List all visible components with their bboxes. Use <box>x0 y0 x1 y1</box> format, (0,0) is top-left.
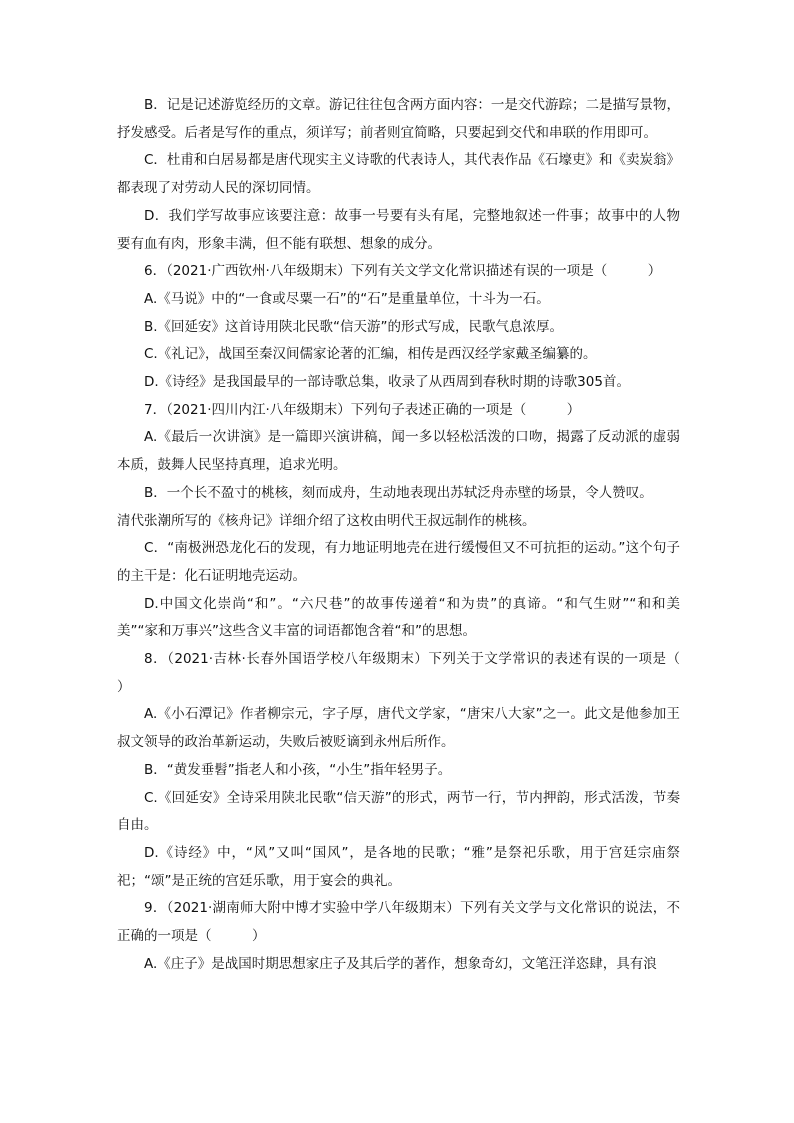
question-6-option-b: B.《回延安》这首诗用陕北民歌“信天游”的形式写成，民歌气息浓厚。 <box>144 318 564 335</box>
question-9-stem: 9．（2021·湖南师大附中博才实验中学八年级期末）下列有关文学与文化常识的说法，不正确的一项是（ ） <box>117 900 680 945</box>
question-8-option-b: B．“黄发垂髫”指老人和小孩，“小生”指年轻男子。 <box>144 761 452 778</box>
question-6-option-c: C.《礼记》，战国至秦汉间儒家论著的汇编，相传是西汉经学家戴圣编纂的。 <box>144 346 597 363</box>
paragraph-5c: C．杜甫和白居易都是唐代现实主义诗歌的代表诗人，其代表作品《石壕吏》和《卖炭翁》都表现了对劳动人民的深切同情。 <box>117 152 680 197</box>
paragraph-5d: D．我们学写故事应该要注意：故事一号要有头有尾，完整地叙述一件事；故事中的人物要有血有肉，形象丰满，但不能有联想、想象的成分。 <box>117 207 680 252</box>
paragraph-5b: B．记是记述游览经历的文章。游记往往包含两方面内容：一是交代游踪；二是描写景物，抒发感受。后者是写作的重点，须详写；前者则宜简略，只要起到交代和串联的作用即可。 <box>117 97 680 141</box>
question-8-option-d: D.《诗经》中，“风”又叫“国风”，是各地的民歌；“雅”是祭祀乐歌，用于宫廷宗庙祭祀；“颂”是正统的宫廷乐歌，用于宴会的典礼。 <box>117 844 680 889</box>
question-8-stem: 8．（2021·吉林·长春外国语学校八年级期末）下列关于文学常识的表述有误的一项是（ ） <box>117 651 721 695</box>
question-9-option-a: A.《庄子》是战国时期思想家庄子及其后学的著作，想象奇幻，文笔汪洋恣肆，具有浪 <box>144 955 657 972</box>
question-6-option-d: D.《诗经》是我国最早的一部诗歌总集，收录了从西周到春秋时期的诗歌305首。 <box>144 374 630 391</box>
question-7-stem: 7．（2021·四川内江·八年级期末）下列句子表述正确的一项是（ ） <box>144 401 581 418</box>
document-body <box>117 92 721 979</box>
question-7-option-d: D.中国文化崇尚“和”。“六尺巷”的故事传递着“和为贵”的真谛。“和气生财”“和和美美”“家和万事兴”这些含义丰富的词语都饱含着“和”的思想。 <box>117 595 680 640</box>
question-8-option-a: A.《小石潭记》作者柳宗元，字子厚，唐代文学家，“唐宋八大家”之一。此文是他参加王叔文领导的政治革新运动，失败后被贬谪到永州后所作。 <box>117 706 680 751</box>
question-7-option-a: A.《最后一次讲演》是一篇即兴演讲稿，闻一多以轻松活泼的口吻，揭露了反动派的虚弱本质，鼓舞人民坚持真理，追求光明。 <box>117 429 680 474</box>
question-7-option-b: B．一个长不盈寸的桃核，刻而成舟，生动地表现出苏轼泛舟赤壁的场景，令人赞叹。 <box>144 484 653 501</box>
question-7-option-b-continued: 清代张潮所写的《核舟记》详细介绍了这枚由明代王叔远制作的桃核。 <box>117 512 536 529</box>
question-6-option-a: A.《马说》中的“一食或尽粟一石”的“石”是重量单位，十斗为一石。 <box>144 290 550 307</box>
question-7-option-c: C．“南极洲恐龙化石的发现，有力地证明地壳在进行缓慢但又不可抗拒的运动。”这个句子的主干是：化石证明地壳运动。 <box>117 540 680 584</box>
question-6-stem: 6．（2021·广西钦州·八年级期末）下列有关文学文化常识描述有误的一项是（ ） <box>144 263 662 280</box>
question-8-option-c: C.《回延安》全诗采用陕北民歌“信天游”的形式，两节一行，节内押韵，形式活泼，节奏自由。 <box>117 789 680 834</box>
